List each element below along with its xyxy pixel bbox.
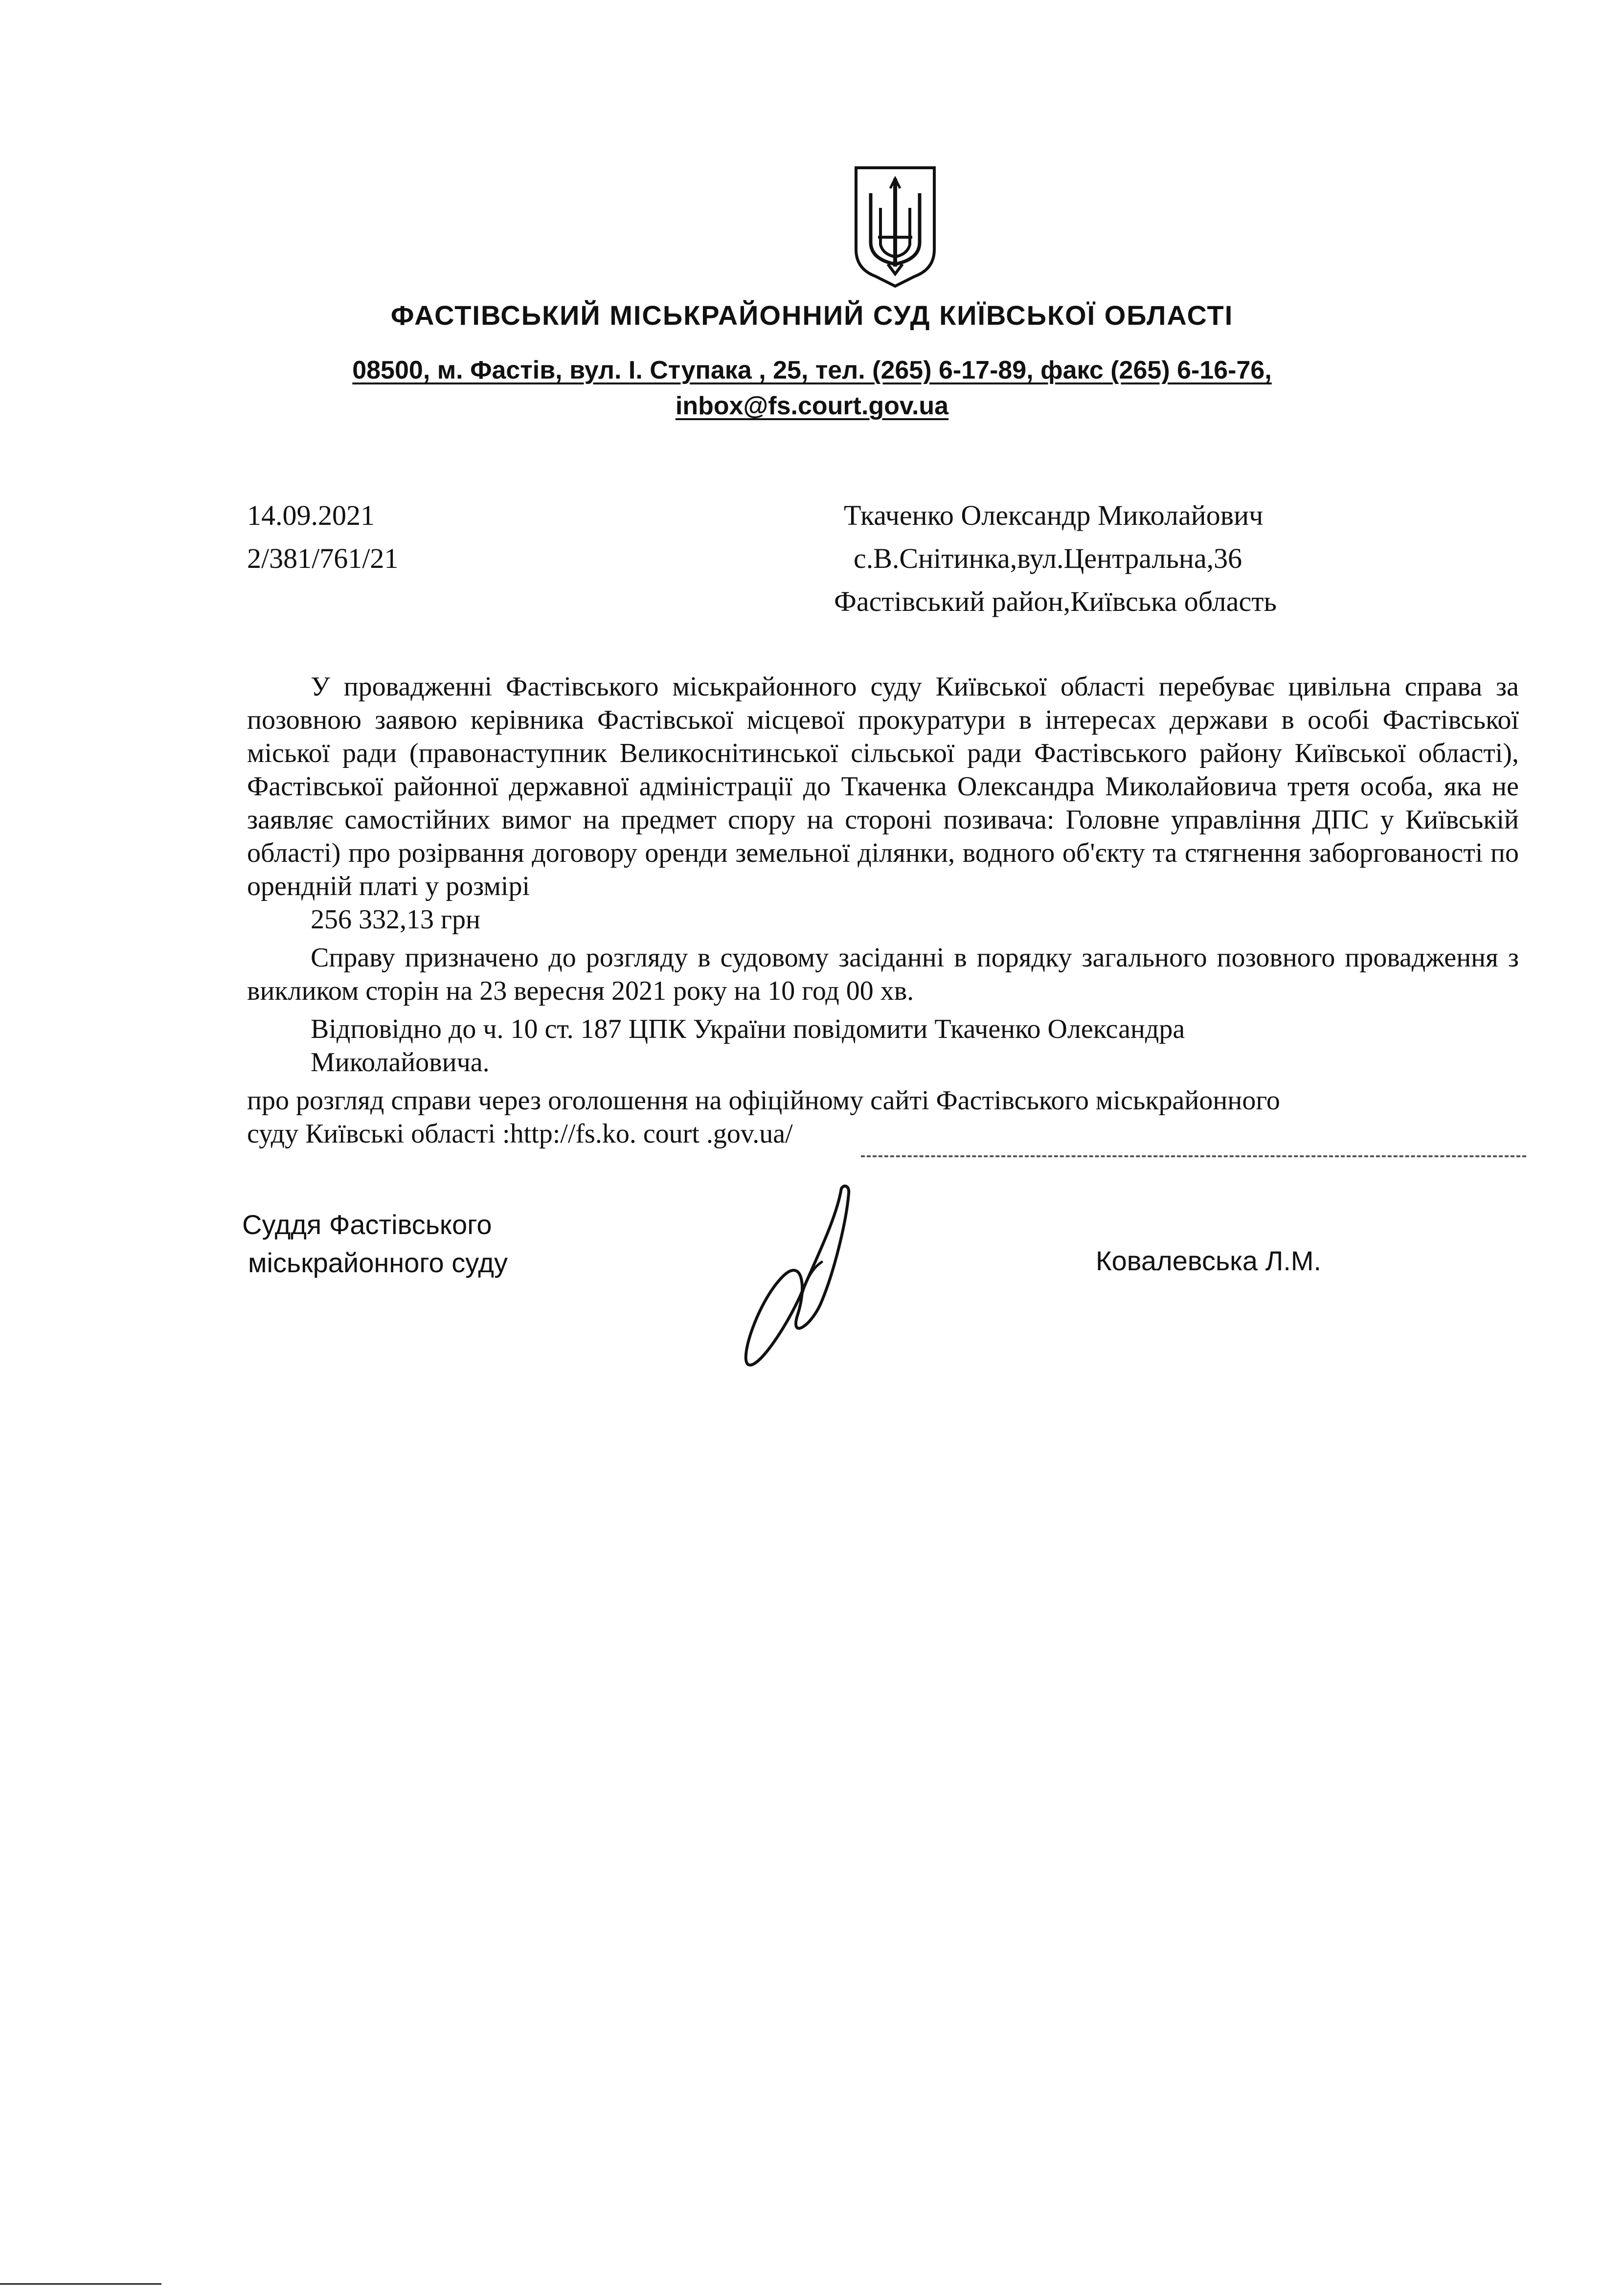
body-paragraph-2: Справу призначено до розгляду в судовому засіданні в порядку загального позовного провадження з викликом сторін на 23 вересня 2021 року на 10 год 00 хв. xyxy=(247,943,1519,1006)
letter-body xyxy=(247,670,1519,1150)
letter-date: 14.09.2021 xyxy=(247,499,375,531)
footer-rule xyxy=(0,2283,161,2285)
recipient-address-line1: с.В.Снітинка,вул.Центральна,36 xyxy=(854,542,1242,574)
recipient-name: Ткаченко Олександр Миколайович xyxy=(844,499,1263,531)
claim-amount: 256 332,13 грн xyxy=(311,904,480,935)
dashed-line xyxy=(861,1155,1526,1157)
coat-of-arms-emblem xyxy=(851,164,939,289)
judge-title-line1: Суддя Фастівського xyxy=(242,1209,492,1240)
court-website: суду Київські області :http://fs.ko. court .gov.ua/ xyxy=(247,1119,793,1149)
body-paragraph-1 xyxy=(247,670,1519,936)
body-paragraph-3-end: Миколайовича. xyxy=(311,1047,490,1078)
court-address: 08500, м. Фастів, вул. І. Ступака , 25, тел. (265) 6-17-89, факс (265) 6-16-76, xyxy=(352,356,1272,384)
judge-name: Ковалевська Л.М. xyxy=(1096,1245,1322,1276)
body-paragraph-4 xyxy=(247,1084,1519,1150)
judge-title-line2: міськрайонного суду xyxy=(248,1247,508,1278)
body-paragraph-3-text: Відповідно до ч. 10 ст. 187 ЦПК України повідомити Ткаченко Олександра xyxy=(311,1014,1185,1044)
court-name: ФАСТІВСЬКИЙ МІСЬКРАЙОННИЙ СУД КИЇВСЬКОЇ ОБЛАСТІ xyxy=(390,300,1234,331)
body-paragraph-1-text: У провадженні Фастівського міськрайонного суду Київської області перебуває цивільна справа за позовною заявою керівника Фастівської місцевої прокуратури в інтересах держави в особі Фастівської міської ради (правонаступник Великоснітинської сільської ради Фастівського району Київської області), Фастівської районної державної адміністрації до Ткаченка Олександра Миколайовича третя особа, яка не заявляє самостійних вимог на предмет спору на стороні позивача: Головне управління ДПС у Київській області) про розірвання договору оренди земельної ділянки, водного об'єкту та стягнення заборгованості по орендній платі у розмірі xyxy=(247,672,1519,901)
letter-reference: 2/381/761/21 xyxy=(247,542,399,574)
judge-title xyxy=(242,1206,508,1282)
recipient-address-line2: Фастівський район,Київська область xyxy=(834,585,1277,617)
court-email: inbox@fs.court.gov.ua xyxy=(675,392,949,420)
handwritten-signature xyxy=(729,1179,876,1379)
body-paragraph-4-text: про розгляд справи через оголошення на офіційному сайті Фастівського міськрайонного xyxy=(247,1085,1280,1116)
body-paragraph-3 xyxy=(247,1012,1519,1079)
